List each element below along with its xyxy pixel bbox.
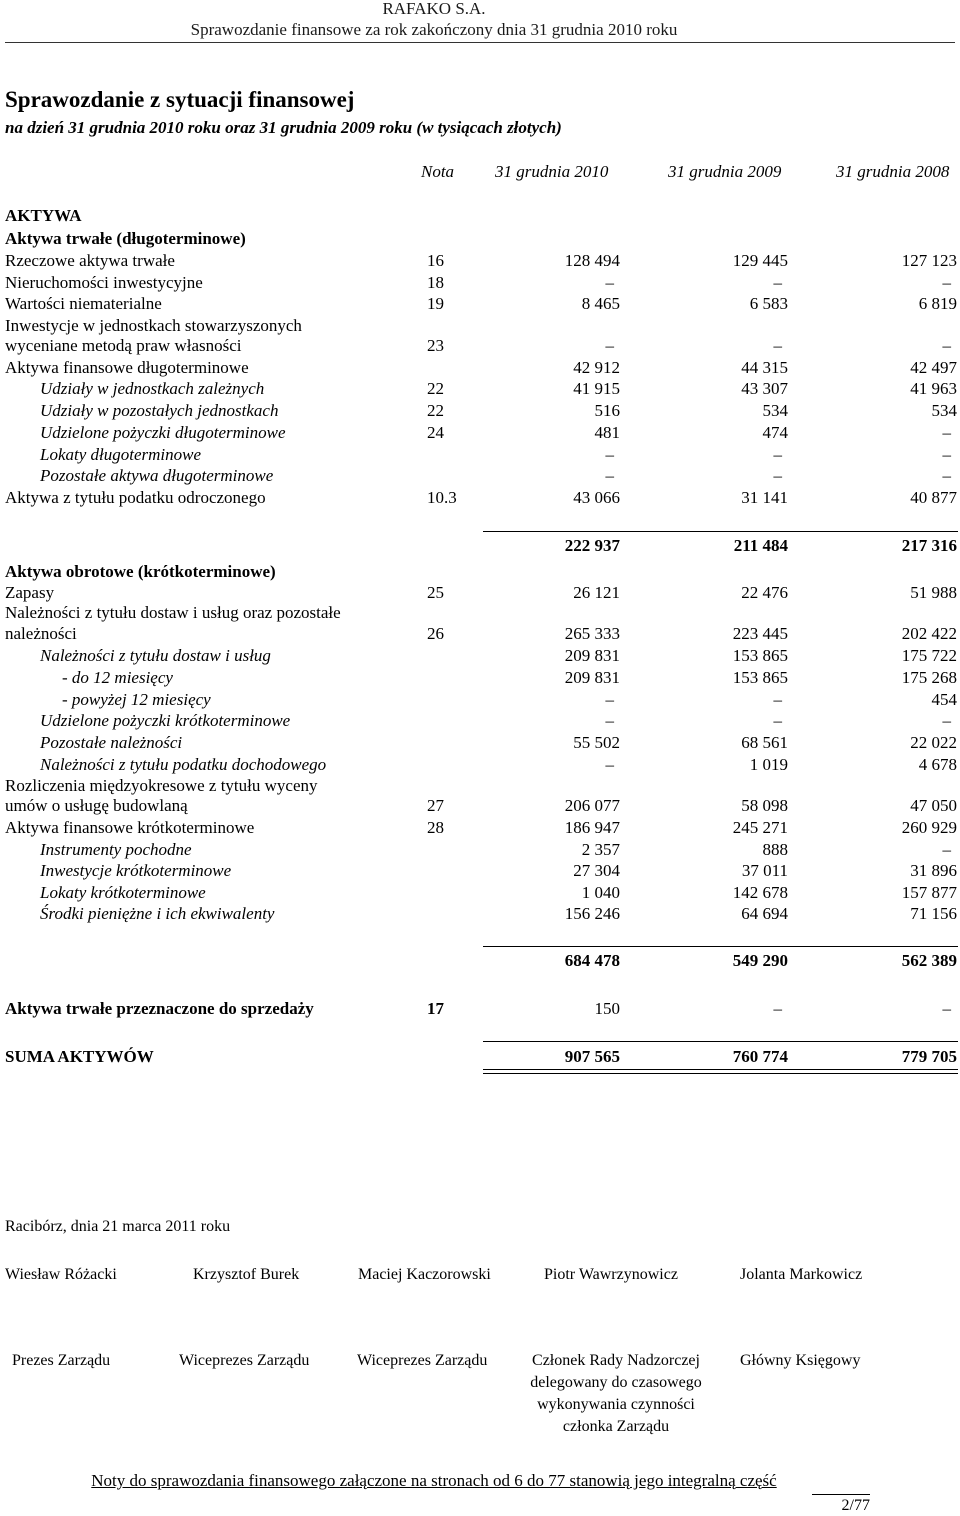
table-row-label-continued xyxy=(0,316,960,336)
value-2009: – xyxy=(773,336,782,355)
value-2010: 42 912 xyxy=(573,358,620,377)
signatory-role-multiline xyxy=(516,1350,716,1438)
table-row xyxy=(0,711,960,731)
page-number: 2/77 xyxy=(812,1494,870,1515)
value-2009: 43 307 xyxy=(741,379,788,398)
row-label: Lokaty długoterminowe xyxy=(40,445,202,464)
value-2008: 42 497 xyxy=(910,358,957,377)
value-2010: 8 465 xyxy=(581,294,620,313)
row-note: 24 xyxy=(427,423,444,442)
value-2009: – xyxy=(773,466,782,485)
signatory-role-line: wykonywania czynności xyxy=(537,1396,695,1413)
value-2008: 51 988 xyxy=(910,583,957,602)
group-heading-current: Aktywa obrotowe (krótkoterminowe) xyxy=(5,562,276,581)
row-label: Środki pieniężne i ich ekwiwalenty xyxy=(40,904,275,923)
table-row xyxy=(0,624,960,644)
value-2010: – xyxy=(605,466,614,485)
value-2010: 2 357 xyxy=(581,840,620,859)
value-2009: 1 019 xyxy=(749,755,788,774)
row-label: Pozostałe aktywa długoterminowe xyxy=(40,466,274,485)
row-note: 22 xyxy=(427,401,444,420)
total-2009: 549 290 xyxy=(732,951,788,970)
value-2008: 31 896 xyxy=(910,861,957,880)
table-row xyxy=(0,755,960,775)
row-label: wyceniane metodą praw własności xyxy=(5,336,242,355)
value-2010: – xyxy=(605,273,614,292)
row-label: Aktywa finansowe długoterminowe xyxy=(5,358,249,377)
statement-subtitle: na dzień 31 grudnia 2010 roku oraz 31 grudnia 2009 roku (w tysiącach złotych) xyxy=(5,118,562,137)
row-note: 27 xyxy=(427,796,444,815)
table-row xyxy=(0,423,960,443)
row-label: Udzielone pożyczki krótkoterminowe xyxy=(40,711,291,730)
table-row xyxy=(0,690,960,710)
company-name: RAFAKO S.A. xyxy=(382,0,486,18)
column-header-note: Nota xyxy=(421,162,455,181)
table-row xyxy=(0,294,960,314)
row-note: 17 xyxy=(427,999,444,1018)
signatory-role-line: Członek Rady Nadzorczej xyxy=(532,1352,700,1369)
row-label: Rzeczowe aktywa trwałe xyxy=(5,251,175,270)
value-2008: – xyxy=(942,466,951,485)
row-label: Pozostałe należności xyxy=(40,733,183,752)
table-row xyxy=(0,273,960,293)
table-row xyxy=(0,733,960,753)
row-label: Instrumenty pochodne xyxy=(40,840,192,859)
value-2010: 41 915 xyxy=(573,379,620,398)
value-2010: – xyxy=(605,445,614,464)
value-2010: 150 xyxy=(594,999,620,1018)
value-2009: 245 271 xyxy=(732,818,788,837)
table-row xyxy=(0,904,960,924)
total-2010: 222 937 xyxy=(564,536,620,555)
value-2008: 202 422 xyxy=(901,624,957,643)
row-label: Nieruchomości inwestycyjne xyxy=(5,273,203,292)
statement-title: Sprawozdanie z sytuacji finansowej xyxy=(5,87,355,112)
grand-total-row xyxy=(0,1047,960,1067)
row-label: Zapasy xyxy=(5,583,55,602)
row-note: 16 xyxy=(427,251,444,270)
signatory-role-line: członka Zarządu xyxy=(562,1418,670,1435)
value-2010: 186 947 xyxy=(564,818,620,837)
value-2009: – xyxy=(773,445,782,464)
row-label: Udziały w jednostkach zależnych xyxy=(40,379,265,398)
value-2010: 26 121 xyxy=(573,583,620,602)
table-row xyxy=(0,796,960,816)
table-row xyxy=(0,668,960,688)
row-note: 19 xyxy=(427,294,444,313)
row-note: 28 xyxy=(427,818,444,837)
table-row xyxy=(0,445,960,465)
value-2009: 44 315 xyxy=(741,358,788,377)
value-2008: – xyxy=(942,336,951,355)
signatory-role: Wiceprezes Zarządu xyxy=(179,1352,310,1369)
value-2009: 534 xyxy=(762,401,788,420)
value-2008: 454 xyxy=(931,690,957,709)
total-2008: 562 389 xyxy=(901,951,957,970)
table-row xyxy=(0,401,960,421)
value-2008: – xyxy=(942,423,951,442)
table-row-label-continued xyxy=(0,603,960,623)
row-label: Udziały w pozostałych jednostkach xyxy=(40,401,279,420)
value-2009: 64 694 xyxy=(741,904,788,923)
value-2010: 209 831 xyxy=(564,646,620,665)
row-label: Udzielone pożyczki długoterminowe xyxy=(40,423,286,442)
value-2009: – xyxy=(773,273,782,292)
table-row xyxy=(0,379,960,399)
table-row xyxy=(0,488,960,508)
group-heading-noncurrent: Aktywa trwałe (długoterminowe) xyxy=(5,229,246,248)
value-2010: – xyxy=(605,711,614,730)
table-row-held-for-sale xyxy=(0,999,960,1019)
column-header-2010: 31 grudnia 2010 xyxy=(495,162,609,181)
row-label: Należności z tytułu podatku dochodowego xyxy=(40,755,327,774)
table-row xyxy=(0,336,960,356)
grand-total-label: SUMA AKTYWÓW xyxy=(5,1047,154,1066)
value-2009: 37 011 xyxy=(741,861,788,880)
value-2010: 265 333 xyxy=(564,624,620,643)
row-note: 25 xyxy=(427,583,444,602)
value-2010: – xyxy=(605,690,614,709)
value-2008: 157 877 xyxy=(901,883,957,902)
value-2010: 156 246 xyxy=(564,904,620,923)
table-row xyxy=(0,358,960,378)
value-2009: – xyxy=(773,711,782,730)
value-2010: 516 xyxy=(594,401,620,420)
column-header-row xyxy=(0,162,960,182)
table-row-label-continued xyxy=(0,776,960,796)
subtotal-row xyxy=(0,951,960,971)
subtotal-rule xyxy=(483,946,958,947)
value-2010: – xyxy=(605,755,614,774)
row-label: - powyżej 12 miesięcy xyxy=(62,690,211,709)
place-date: Racibórz, dnia 21 marca 2011 roku xyxy=(5,1218,231,1235)
double-underline-top xyxy=(483,1069,958,1070)
row-note: 23 xyxy=(427,336,444,355)
double-underline-bottom xyxy=(483,1073,958,1074)
grand-total-2009: 760 774 xyxy=(732,1047,788,1066)
value-2008: – xyxy=(942,999,951,1018)
value-2010: 1 040 xyxy=(581,883,620,902)
row-label: Rozliczenia międzyokresowe z tytułu wyceny xyxy=(5,776,318,795)
table-row xyxy=(0,583,960,603)
total-rule xyxy=(483,1041,958,1042)
value-2010: 27 304 xyxy=(573,861,620,880)
value-2009: 153 865 xyxy=(732,646,788,665)
table-row xyxy=(0,646,960,666)
row-label: Inwestycje krótkoterminowe xyxy=(40,861,232,880)
row-label: Aktywa trwałe przeznaczone do sprzedaży xyxy=(5,999,314,1018)
value-2010: 206 077 xyxy=(564,796,620,815)
row-label: Wartości niematerialne xyxy=(5,294,162,313)
row-label: Lokaty krótkoterminowe xyxy=(40,883,206,902)
row-label: Należności z tytułu dostaw i usług xyxy=(40,646,271,665)
value-2008: – xyxy=(942,840,951,859)
value-2009: 6 583 xyxy=(749,294,788,313)
table-row xyxy=(0,251,960,271)
value-2010: 481 xyxy=(594,423,620,442)
value-2008: 175 268 xyxy=(901,668,957,687)
signatory-name: Wiesław Różacki xyxy=(5,1266,117,1283)
subtotal-rule xyxy=(483,531,958,532)
signatory-name: Jolanta Markowicz xyxy=(740,1266,863,1283)
value-2008: 22 022 xyxy=(910,733,957,752)
grand-total-2010: 907 565 xyxy=(564,1047,620,1066)
value-2010: – xyxy=(605,336,614,355)
row-label: należności xyxy=(5,624,77,643)
group-heading-row xyxy=(0,229,960,249)
row-label: umów o usługę budowlaną xyxy=(5,796,188,815)
row-note: 18 xyxy=(427,273,444,292)
section-heading-row xyxy=(0,206,960,226)
value-2008: – xyxy=(942,445,951,464)
value-2009: 888 xyxy=(762,840,788,859)
row-label: Należności z tytułu dostaw i usług oraz pozostałe xyxy=(5,603,341,622)
row-label: - do 12 miesięcy xyxy=(62,668,173,687)
value-2008: – xyxy=(942,273,951,292)
column-header-2008: 31 grudnia 2008 xyxy=(836,162,950,181)
value-2008: 6 819 xyxy=(918,294,957,313)
value-2008: – xyxy=(942,711,951,730)
row-label: Inwestycje w jednostkach stowarzyszonych xyxy=(5,316,302,335)
value-2009: 31 141 xyxy=(741,488,788,507)
value-2008: 40 877 xyxy=(910,488,957,507)
table-row xyxy=(0,883,960,903)
signatory-role: Główny Księgowy xyxy=(740,1352,861,1369)
value-2009: 474 xyxy=(762,423,788,442)
value-2008: 260 929 xyxy=(901,818,957,837)
value-2010: 43 066 xyxy=(573,488,620,507)
row-note: 10.3 xyxy=(427,488,457,507)
value-2009: 142 678 xyxy=(732,883,788,902)
signatory-role: Prezes Zarządu xyxy=(12,1352,111,1369)
group-heading-row xyxy=(0,562,960,582)
table-row xyxy=(0,818,960,838)
footer-note: Noty do sprawozdania finansowego załączone na stronach od 6 do 77 stanowią jego integralną część xyxy=(91,1471,777,1490)
value-2008: 47 050 xyxy=(910,796,957,815)
value-2008: 534 xyxy=(931,401,957,420)
signatory-role: Wiceprezes Zarządu xyxy=(357,1352,488,1369)
row-note: 26 xyxy=(427,624,444,643)
signatory-name: Krzysztof Burek xyxy=(193,1266,300,1283)
value-2009: 58 098 xyxy=(741,796,788,815)
section-heading: AKTYWA xyxy=(5,206,82,225)
header-divider xyxy=(5,42,955,43)
value-2010: 209 831 xyxy=(564,668,620,687)
grand-total-2008: 779 705 xyxy=(901,1047,957,1066)
value-2008: 127 123 xyxy=(901,251,957,270)
value-2009: 68 561 xyxy=(741,733,788,752)
total-2010: 684 478 xyxy=(564,951,620,970)
column-header-2009: 31 grudnia 2009 xyxy=(668,162,782,181)
table-row xyxy=(0,861,960,881)
value-2009: 153 865 xyxy=(732,668,788,687)
signatory-role-line: delegowany do czasowego xyxy=(530,1374,702,1391)
row-note: 22 xyxy=(427,379,444,398)
value-2009: – xyxy=(773,690,782,709)
value-2009: – xyxy=(773,999,782,1018)
value-2008: 41 963 xyxy=(910,379,957,398)
value-2008: 71 156 xyxy=(910,904,957,923)
subtotal-row xyxy=(0,536,960,556)
table-row xyxy=(0,840,960,860)
value-2009: 22 476 xyxy=(741,583,788,602)
value-2009: 129 445 xyxy=(732,251,788,270)
value-2010: 55 502 xyxy=(573,733,620,752)
total-2009: 211 484 xyxy=(733,536,788,555)
total-2008: 217 316 xyxy=(901,536,957,555)
value-2008: 175 722 xyxy=(901,646,957,665)
value-2008: 4 678 xyxy=(918,755,957,774)
value-2009: 223 445 xyxy=(732,624,788,643)
signatory-name: Maciej Kaczorowski xyxy=(358,1266,491,1283)
table-row xyxy=(0,466,960,486)
row-label: Aktywa z tytułu podatku odroczonego xyxy=(5,488,266,507)
report-header-title: Sprawozdanie finansowe za rok zakończony dnia 31 grudnia 2010 roku xyxy=(190,20,678,39)
value-2010: 128 494 xyxy=(564,251,620,270)
row-label: Aktywa finansowe krótkoterminowe xyxy=(5,818,255,837)
signatory-name: Piotr Wawrzynowicz xyxy=(544,1266,678,1283)
